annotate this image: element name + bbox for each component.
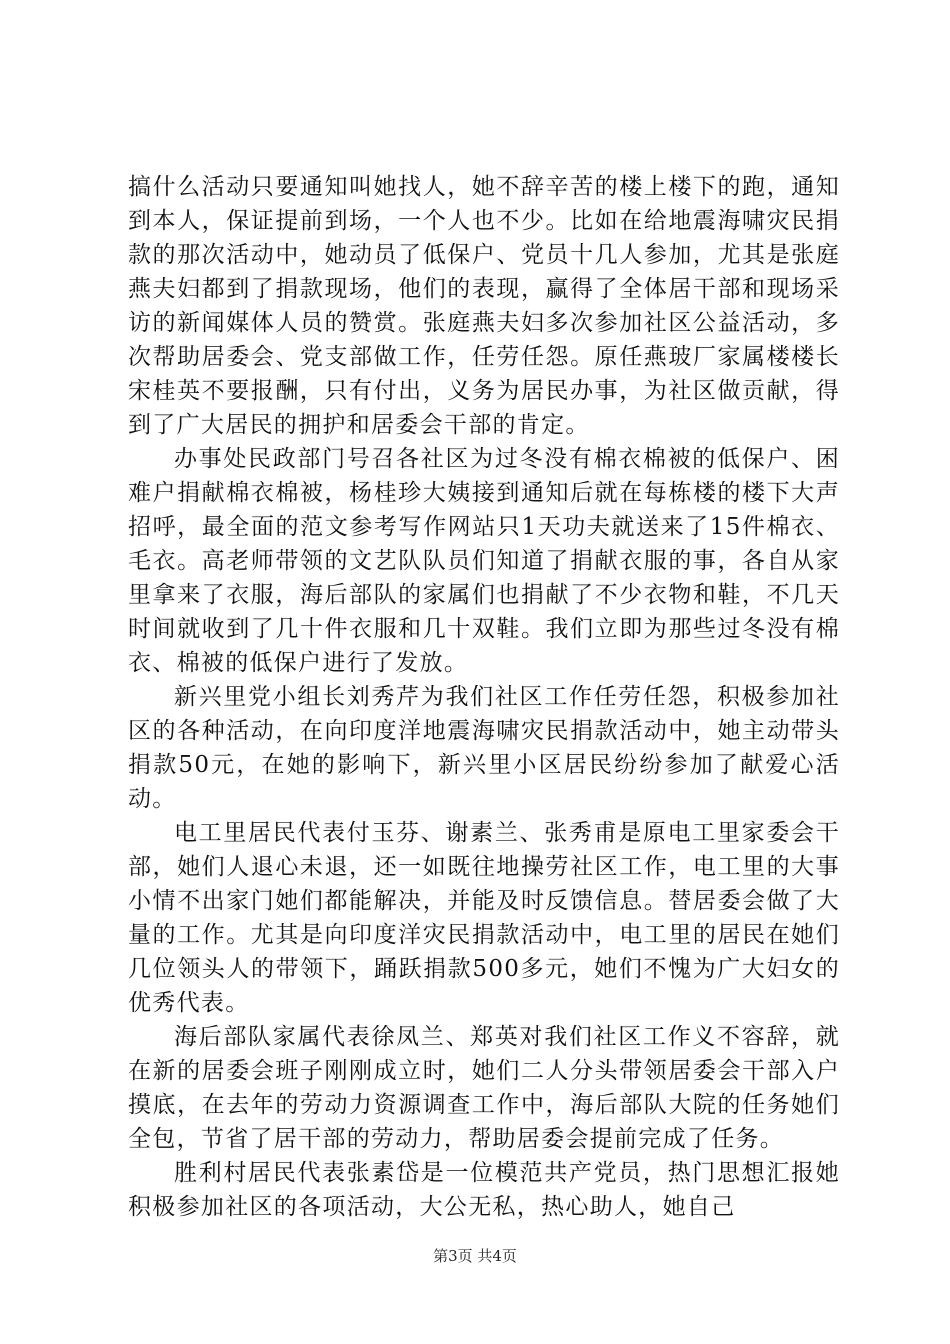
- paragraph-5: 海后部队家属代表徐凤兰、郑英对我们社区工作义不容辞，就在新的居委会班子刚刚成立时，她们二人分头带领居委会干部入户摸底，在去年的劳动力资源调查工作中，海后部队大院的任务她们全包，节省了居干部的劳动力，帮助居委会提前完成了任务。: [128, 1024, 840, 1152]
- paragraph-1: 搞什么活动只要通知叫她找人，她不辞辛苦的楼上楼下的跑，通知到本人，保证提前到场，一个人也不少。比如在给地震海啸灾民捐款的那次活动中，她动员了低保户、党员十几人参加，尤其是张庭燕夫妇都到了捐款现场，他们的表现，赢得了全体居干部和现场采访的新闻媒体人员的赞赏。张庭燕夫妇多次参加社区公益活动，多次帮助居委会、党支部做工作，任劳任怨。原任燕玻厂家属楼楼长宋桂英不要报酬，只有付出，义务为居民办事，为社区做贡献，得到了广大居民的拥护和居委会干部的肯定。: [128, 174, 840, 438]
- paragraph-3: 新兴里党小组长刘秀芹为我们社区工作任劳任怨，积极参加社区的各种活动，在向印度洋地震海啸灾民捐款活动中，她主动带头捐款50元，在她的影响下，新兴里小区居民纷纷参加了献爱心活动。: [128, 684, 840, 812]
- paragraph-4: 电工里居民代表付玉芬、谢素兰、张秀甫是原电工里家委会干部，她们人退心未退，还一如既往地操劳社区工作，电工里的大事小情不出家门她们都能解决，并能及时反馈信息。替居委会做了大量的工作。尤其是向印度洋灾民捐款活动中，电工里的居民在她们几位领头人的带领下，踊跃捐款500多元，她们不愧为广大妇女的优秀代表。: [128, 820, 840, 1016]
- paragraph-2: 办事处民政部门号召各社区为过冬没有棉衣棉被的低保户、困难户捐献棉衣棉被，杨桂珍大姨接到通知后就在每栋楼的楼下大声招呼，最全面的范文参考写作网站只1天功夫就送来了15件棉衣、毛衣。高老师带领的文艺队队员们知道了捐献衣服的事，各自从家里拿来了衣服，海后部队的家属们也捐献了不少衣物和鞋，不几天时间就收到了几十件衣服和几十双鞋。我们立即为那些过冬没有棉衣、棉被的低保户进行了发放。: [128, 446, 840, 676]
- page-footer: 第3页 共4页: [433, 1247, 517, 1265]
- paragraph-6: 胜利村居民代表张素岱是一位模范共产党员，热门思想汇报她积极参加社区的各项活动，大公无私，热心助人，她自己: [128, 1160, 840, 1220]
- document-body: [128, 170, 840, 1224]
